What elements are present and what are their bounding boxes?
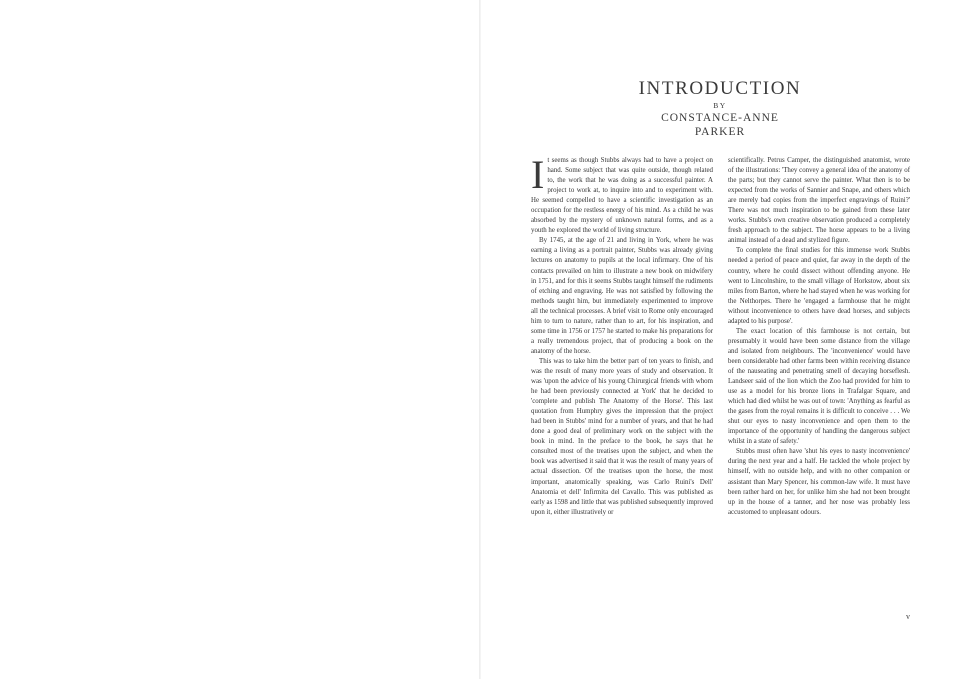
paragraph: By 1745, at the age of 21 and living in York, where he was earning a living as a portrait painter, Stubbs was already giving lectures on anatomy to pupils at the local infirmary. One of his contacts prevailed on him to illustrate a new book on midwifery in 1751, and for this it seems Stubbs taught himself the rudiments of etching and engraving. He was not satisfied by following the methods taught him, but immediately experimented to improve all the technical processes. A brief visit to Rome only encouraged him to turn to nature, rather than to art, for his inspiration, and some time in 1756 or 1757 he started to make his preparations for a really tremendous project, that of producing a book on the anatomy of the horse.: [531, 237, 713, 355]
paragraph: The exact location of this farmhouse is not certain, but presumably it would have been some distance from the village and isolated from neighbours. The 'inconvenience' would have been considerable had other farms been within receiving distance of the nauseating and penetrating smell of decaying horseflesh. Landseer said of the lion which the Zoo had provided for him to use as a model for his bronze lions in Trafalgar Square, and which had died whilst he was out of town: 'Anything as fearful as the gases from the royal remains it is difficult to conceive . . . We shut our eyes to nasty inconvenience and open them to the importance of the opportunity of handling the dangerous subject whilst in a state of safety.': [728, 327, 910, 446]
chapter-title: INTRODUCTION: [638, 78, 802, 99]
title-by: BY: [713, 101, 727, 110]
author-name-line1: CONSTANCE-ANNE: [661, 112, 779, 124]
text-column-left: [531, 152, 713, 518]
paragraph-text: t seems as though Stubbs always had to have a project on hand. Some subject that was quite outside, though related to, the work that he was doing as a successful painter. A project to work at, to inquire into and to experiment with. He seemed compelled to have a scientific investigation as an occupation for the restless energy of his mind. As a child he was absorbed by the mystery of unknown natural forms, and as a youth he explored the world of living structure.: [531, 157, 713, 235]
book-gutter: [479, 0, 481, 679]
author-name-line2: PARKER: [694, 126, 746, 138]
chapter-heading: [600, 78, 840, 139]
paragraph: scientifically. Petrus Camper, the distinguished anatomist, wrote of the illustrations: 'They convey a general idea of the anatomy of the parts; but they cannot serve the painter. What then is to be expected from the works of Sannier and Snape, and others which are merely bad copies from the imperfect engravings of Ruini?' There was not much inspiration to be gained from these later works. Stubbs's own creative observation produced a completely fresh approach to the subject. The horse appears to be a living animal instead of a dead and stylized figure.: [728, 157, 910, 245]
paragraph: [531, 152, 713, 236]
blank-left-page: [0, 0, 479, 679]
paragraph: To complete the final studies for this immense work Stubbs needed a period of peace and quiet, far away in the depth of the country, where he could dissect without offending anyone. He went to Lincolnshire, to the small village of Horkstow, about six miles from Barton, where he had stayed when he was working for the Nelthorpes. There he 'engaged a farmhouse that he might without inconvenience to others have dead horses, and subjects adapted to his purpose'.: [728, 247, 910, 325]
text-column-right: [728, 156, 910, 518]
paragraph: Stubbs must often have 'shut his eyes to nasty inconvenience' during the next year and a half. He tackled the whole project by himself, with no outside help, and with no other companion or assistant than Mary Spencer, his common-law wife. It must have been rather hard on her, for unlike him she had not been brought up in the house of a tanner, and her nose was probably less accustomed to unpleasant odours.: [728, 448, 910, 516]
page-number: v: [906, 612, 910, 621]
paragraph: This was to take him the better part of ten years to finish, and was the result of many more years of study and observation. It was 'upon the advice of his young Chirurgical friends with whom he had been previously connected at York' that he decided to 'complete and publish The Anatomy of the Horse'. This last quotation from Humphry gives the impression that the project had been in Stubbs' mind for a number of years, and that he had done a good deal of preliminary work on the subject with the book in mind. In the preface to the book, he says that he consulted most of the treatises upon the subject, and when the book was advertised it said that it was the result of many years of actual dissection. Of the treatises upon the horse, the most important, anatomically speaking, was Carlo Ruini's Dell' Anatomia et dell' Infirmita del Cavallo. This was published as early as 1598 and little that was published subsequently improved upon it, either illustratively or: [531, 357, 713, 516]
drop-cap: I: [531, 152, 545, 197]
